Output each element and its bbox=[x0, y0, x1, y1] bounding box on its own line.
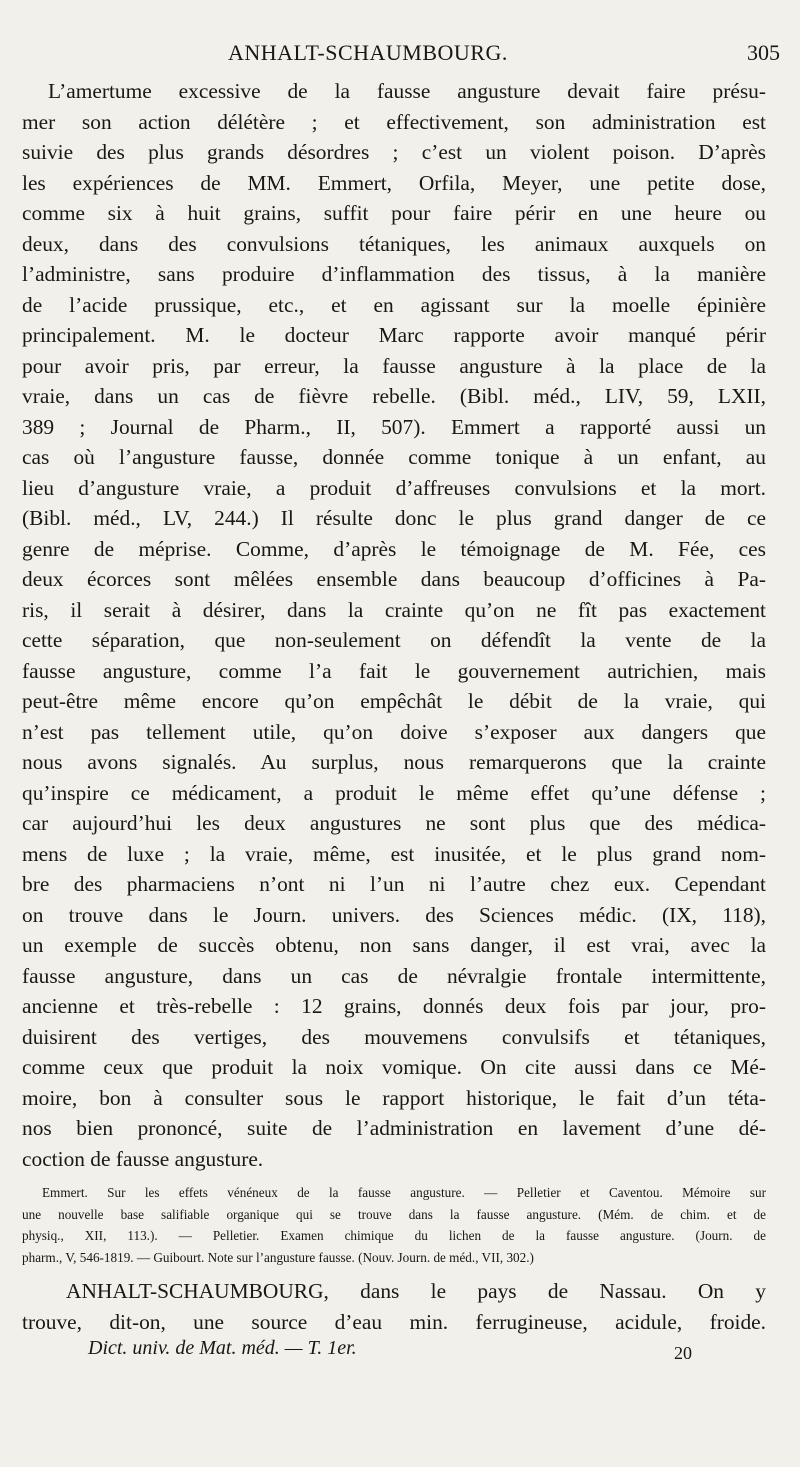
entry-line: trouve, dit-on, une source d’eau min. ferrugineuse, acidule, froide. bbox=[22, 1309, 766, 1334]
text-line: ancienne et très-rebelle : 12 grains, donnés deux fois par jour, pro- bbox=[22, 994, 766, 1018]
text-line: lieu d’angusture vraie, a produit d’affreuses convulsions et la mort. bbox=[22, 475, 766, 500]
note-line: Emmert. Sur les effets vénéneux de la fausse angusture. — Pelletier et Caventou. Mémoire sur bbox=[42, 1185, 766, 1200]
page-number: 305 bbox=[747, 40, 780, 65]
text-line: mens de luxe ; la vraie, même, est inusitée, et le plus grand nom- bbox=[22, 841, 766, 866]
text-line: un exemple de succès obtenu, non sans danger, il est vrai, avec la bbox=[22, 933, 766, 957]
text-line: duisirent des vertiges, des mouvemens convulsifs et tétaniques, bbox=[22, 1024, 766, 1049]
entry-line: ANHALT-SCHAUMBOURG, dans le pays de Nassau. On y bbox=[66, 1279, 766, 1303]
sheet-number: 20 bbox=[674, 1343, 692, 1363]
text-line: cette séparation, que non-seulement on défendît la vente de la bbox=[22, 628, 766, 652]
text-line: n’est pas tellement utile, qu’on doive s’exposer aux dangers que bbox=[22, 719, 766, 744]
page-header bbox=[22, 40, 780, 76]
text-line: suivie des plus grands désordres ; c’est un violent poison. D’après bbox=[22, 140, 766, 164]
note-line: physiq., XII, 113.). — Pelletier. Examen chimique du lichen de la fausse angusture. (Journ. de bbox=[22, 1228, 766, 1243]
text-line: genre de méprise. Comme, d’après le témoignage de M. Fée, ces bbox=[22, 536, 766, 561]
text-line: peut-être même encore qu’on empêchât le débit de la vraie, qui bbox=[22, 689, 766, 713]
text-line: bre des pharmaciens n’ont ni l’un ni l’autre chez eux. Cependant bbox=[22, 872, 766, 896]
text-line: de l’acide prussique, etc., et en agissant sur la moelle épinière bbox=[22, 292, 766, 317]
text-line: car aujourd’hui les deux angustures ne sont plus que des médica- bbox=[22, 811, 766, 835]
text-line: comme six à huit grains, suffit pour faire périr en une heure ou bbox=[22, 201, 766, 225]
text-line: nous avons signalés. Au surplus, nous remarquerons que la crainte bbox=[22, 750, 766, 774]
text-line: qu’inspire ce médicament, a produit le même effet qu’une défense ; bbox=[22, 780, 766, 805]
text-line: (Bibl. méd., LV, 244.) Il résulte donc le plus grand danger de ce bbox=[22, 506, 766, 530]
text-line: cas où l’angusture fausse, donnée comme tonique à un enfant, au bbox=[22, 445, 766, 469]
text-line: principalement. M. le docteur Marc rapporte avoir manqué périr bbox=[22, 323, 766, 347]
note-line: une nouvelle base salifiable organique qui se trouve dans la fausse angusture. (Mém. de chim. et de bbox=[22, 1206, 766, 1222]
text-line: vraie, dans un cas de fièvre rebelle. (Bibl. méd., LIV, 59, LXII, bbox=[22, 384, 766, 408]
text-line: nos bien prononcé, suite de l’administration en lavement d’une dé- bbox=[22, 1116, 766, 1140]
text-line: l’administre, sans produire d’inflammation des tissus, à la manière bbox=[22, 262, 766, 286]
text-line: coction de fausse angusture. bbox=[22, 1146, 264, 1171]
text-line: mer son action délétère ; et effectivement, son administration est bbox=[22, 109, 766, 134]
bibliography-notes bbox=[22, 1182, 766, 1268]
dictionary-entry bbox=[22, 1276, 766, 1337]
text-line: deux, dans des convulsions tétaniques, les animaux auxquels on bbox=[22, 231, 766, 256]
text-line: ris, il serait à désirer, dans la crainte qu’on ne fît pas exactement bbox=[22, 597, 766, 622]
book-page bbox=[22, 40, 780, 1367]
text-line: fausse angusture, comme l’a fait le gouvernement autrichien, mais bbox=[22, 658, 766, 683]
text-line: L’amertume excessive de la fausse angusture devait faire présu- bbox=[48, 79, 766, 103]
text-line: moire, bon à consulter sous le rapport historique, le fait d’un téta- bbox=[22, 1085, 766, 1110]
signature-line: Dict. univ. de Mat. méd. — T. 1er. bbox=[88, 1337, 357, 1359]
text-line: les expériences de MM. Emmert, Orfila, Meyer, une petite dose, bbox=[22, 170, 766, 195]
text-line: fausse angusture, dans un cas de névralgie frontale intermittente, bbox=[22, 963, 766, 988]
text-line: deux écorces sont mêlées ensemble dans beaucoup d’officines à Pa- bbox=[22, 567, 766, 591]
page-footer bbox=[22, 1337, 766, 1367]
text-line: on trouve dans le Journ. univers. des Sciences médic. (IX, 118), bbox=[22, 902, 766, 927]
running-head: ANHALT-SCHAUMBOURG. bbox=[228, 40, 508, 65]
note-line: pharm., V, 546-1819. — Guibourt. Note sur l’angusture fausse. (Nouv. Journ. de méd., VII, 302.) bbox=[22, 1249, 534, 1265]
main-paragraph bbox=[22, 76, 766, 1174]
text-line: comme ceux que produit la noix vomique. On cite aussi dans ce Mé- bbox=[22, 1055, 766, 1079]
text-line: 389 ; Journal de Pharm., II, 507). Emmert a rapporté aussi un bbox=[22, 414, 766, 439]
text-line: pour avoir pris, par erreur, la fausse angusture à la place de la bbox=[22, 353, 766, 378]
